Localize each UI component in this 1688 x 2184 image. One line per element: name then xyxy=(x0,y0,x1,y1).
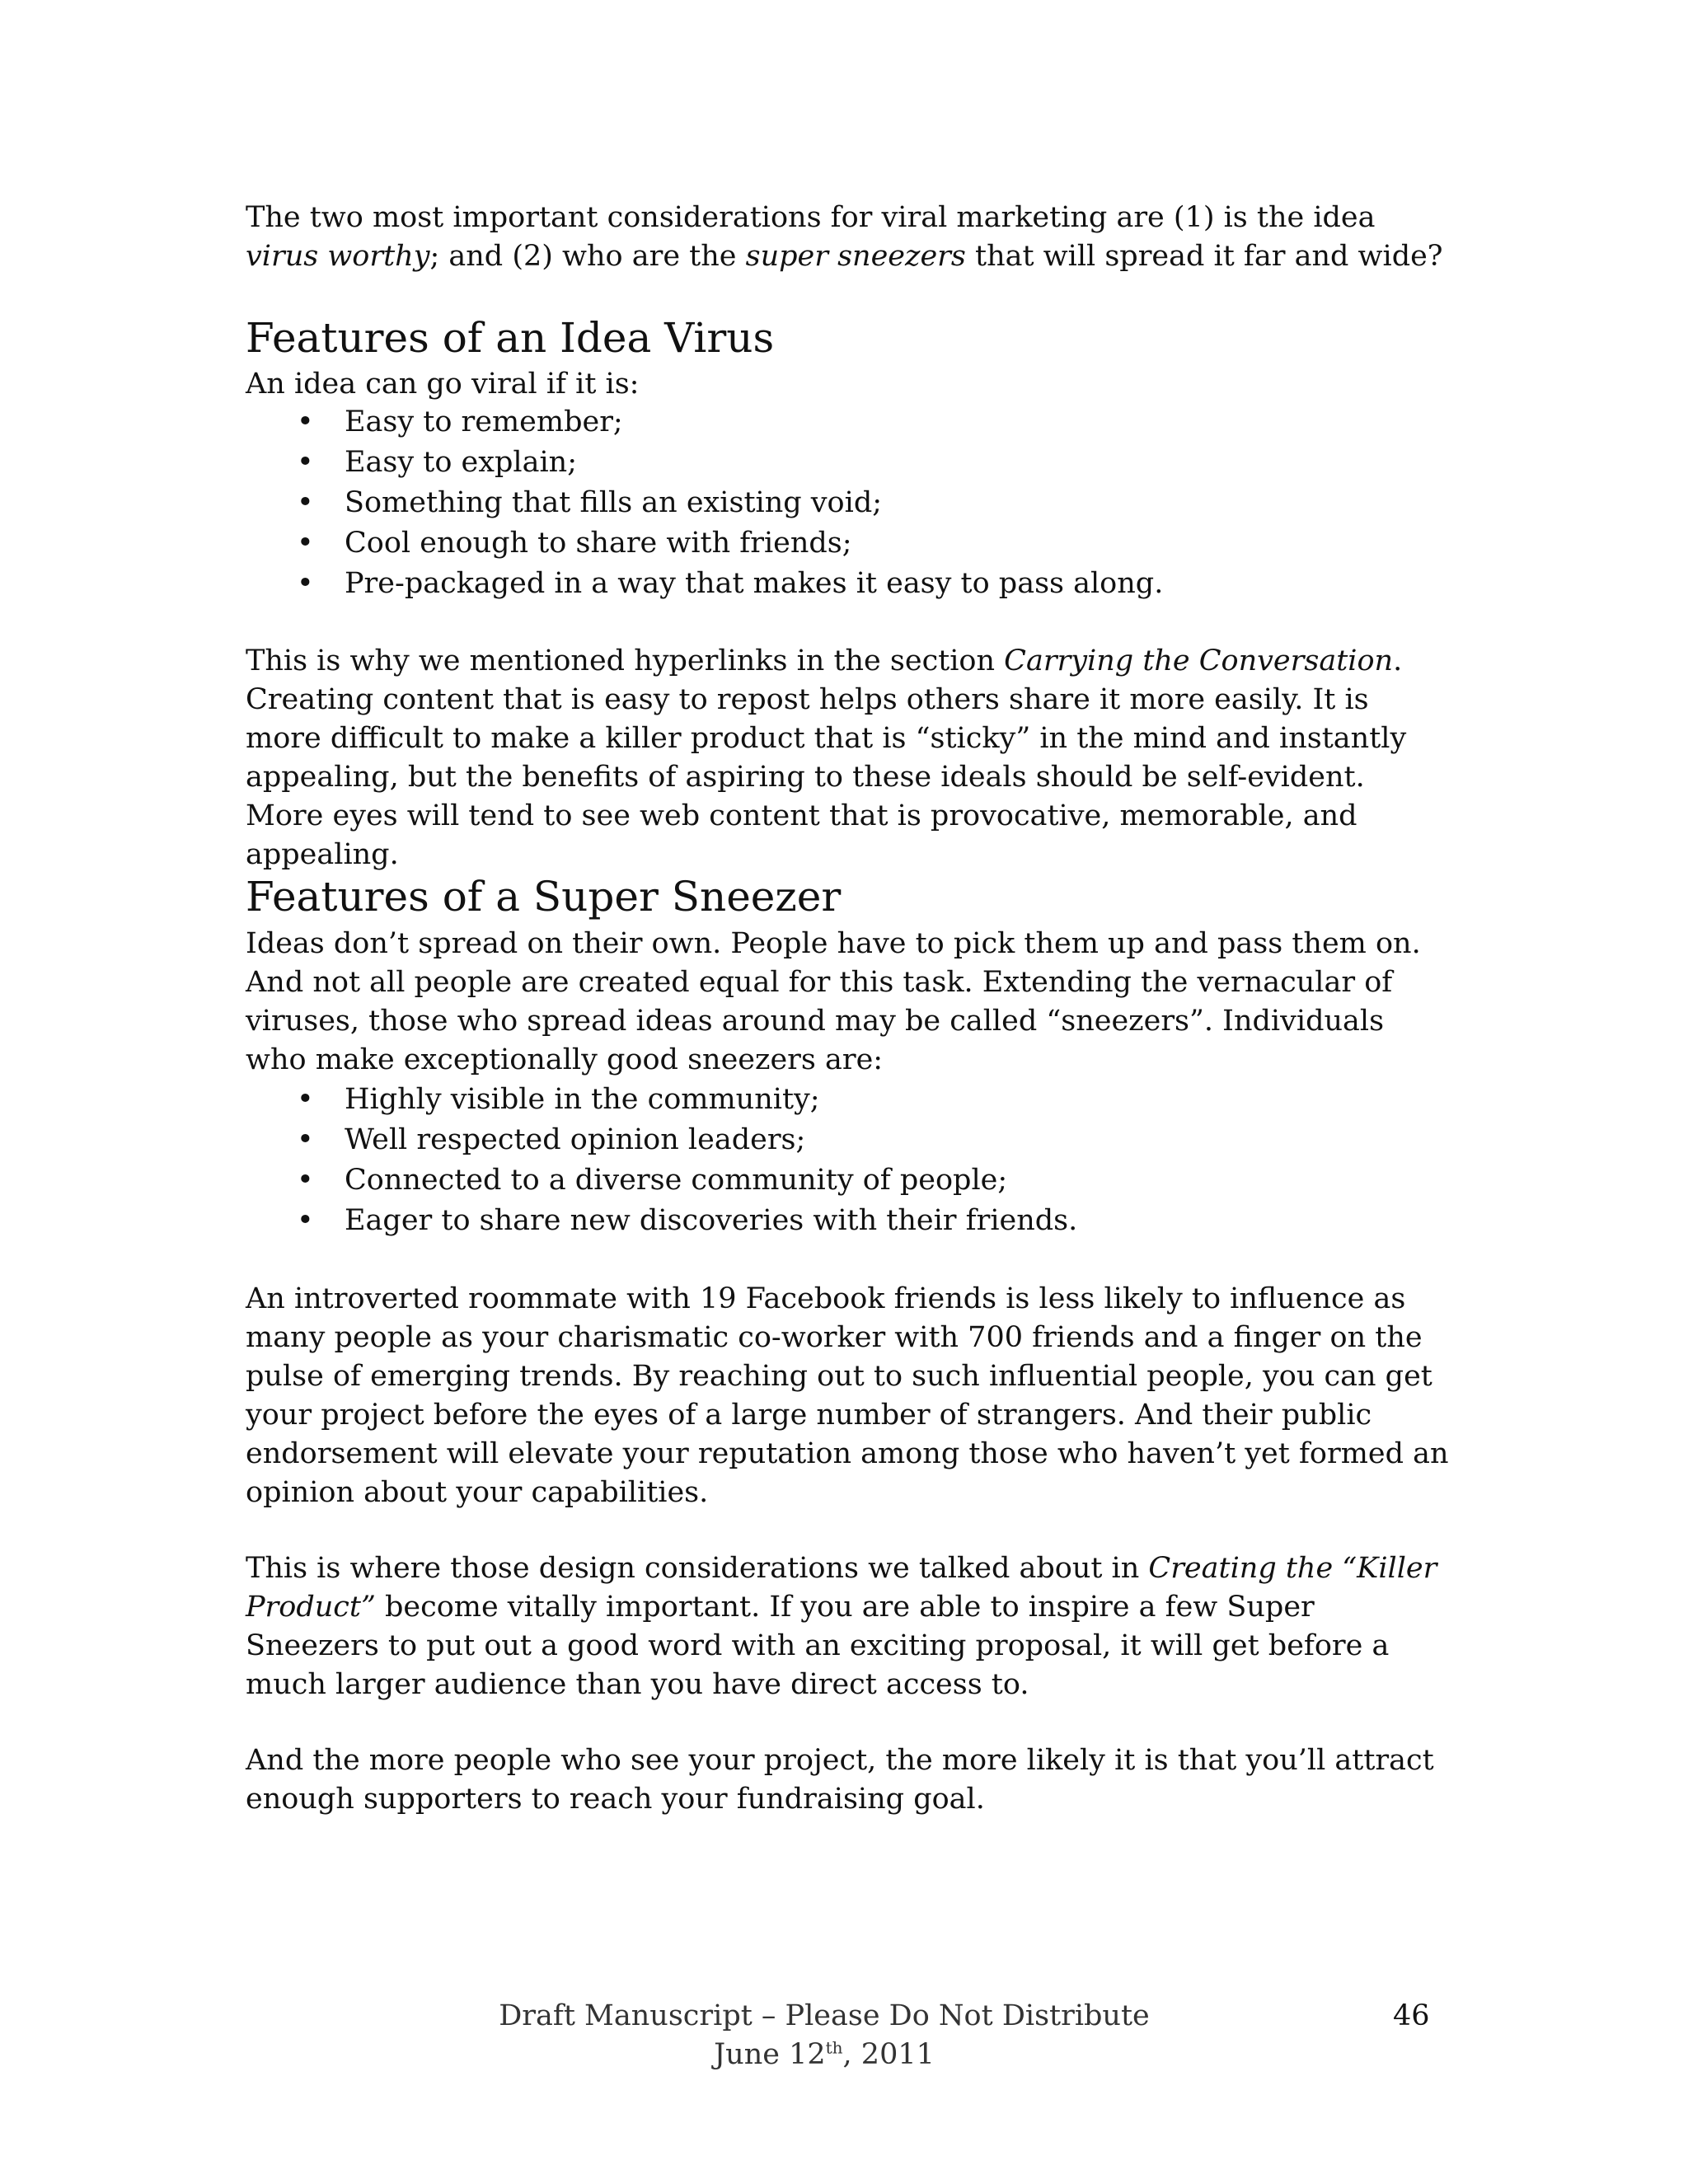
list-item-text: Pre-packaged in a way that makes it easy to pass along. xyxy=(345,567,1164,600)
intro-text-c: that will spread it far and wide? xyxy=(965,240,1443,273)
list-item-text: Something that fills an existing void; xyxy=(345,486,883,519)
intro-text-b: ; and (2) who are the xyxy=(429,240,746,273)
list-item xyxy=(246,402,1449,443)
list-item-text: Eager to share new discoveries with their friends. xyxy=(345,1204,1078,1237)
section1-text-b: . Creating content that is easy to repost helps others share it more easily. It is more difficult to make a killer product that is “sticky” in the mind and instantly appealing, but the benefits of aspiring to these ideals should be self-evident. More eyes will tend to see web content that is provocative, memorable, and appealing. xyxy=(246,644,1407,871)
bullet-icon: • xyxy=(297,1083,314,1116)
section2-paragraph-3: And the more people who see your project, the more likely it is that you’ll attract enough supporters to reach your fundraising goal. xyxy=(246,1744,1434,1816)
section2-p2-text-a: This is where those design considerations we talked about in xyxy=(246,1552,1149,1585)
footer-date-superscript: th xyxy=(825,2037,843,2058)
bullet-icon: • xyxy=(297,1164,314,1197)
idea-virus-bullet-list xyxy=(246,402,1449,604)
bullet-icon: • xyxy=(297,446,314,479)
section1-paragraph xyxy=(246,642,1449,874)
footer-date-suffix: , 2011 xyxy=(842,2038,935,2071)
section1-emphasis-carrying-conversation: Carrying the Conversation xyxy=(1004,644,1394,677)
list-item-text: Easy to remember; xyxy=(345,405,623,438)
list-item-text: Highly visible in the community; xyxy=(345,1083,820,1116)
intro-emphasis-super-sneezers: super sneezers xyxy=(745,240,966,273)
list-item-text: Connected to a diverse community of people; xyxy=(345,1164,1008,1197)
section2-emphasis-killer-product: Creating the “Killer Product” xyxy=(246,1552,1437,1624)
list-item xyxy=(246,523,1449,564)
list-item xyxy=(246,1080,1449,1120)
list-item xyxy=(246,1120,1449,1160)
footer-draft-notice: Draft Manuscript – Please Do Not Distribute xyxy=(499,1999,1150,2032)
list-item-text: Well respected opinion leaders; xyxy=(345,1123,806,1156)
footer-date-prefix: June 12 xyxy=(714,2038,826,2071)
intro-paragraph xyxy=(246,199,1449,276)
list-item xyxy=(246,1201,1449,1241)
bullet-icon: • xyxy=(297,1204,314,1237)
bullet-icon: • xyxy=(297,486,314,519)
list-item xyxy=(246,443,1449,483)
section-heading-idea-virus: Features of an Idea Virus xyxy=(246,314,775,362)
super-sneezer-bullet-list xyxy=(246,1080,1449,1241)
list-item xyxy=(246,483,1449,523)
bullet-icon: • xyxy=(297,567,314,600)
intro-text-a: The two most important considerations for viral marketing are (1) is the idea xyxy=(246,201,1376,234)
list-item-text: Easy to explain; xyxy=(345,446,577,479)
bullet-icon: • xyxy=(297,527,314,560)
footer-date xyxy=(412,2036,1236,2074)
page-number: 46 xyxy=(1393,1999,1430,2032)
bullet-icon: • xyxy=(297,405,314,438)
section2-lead: Ideas don’t spread on their own. People have to pick them up and pass them on. And not all people are created equal for this task. Extending the vernacular of viruses, those who spread ideas around may be called “sneezers”. Individuals who make exceptionally good sneezers are: xyxy=(246,927,1421,1076)
section2-paragraph-2 xyxy=(246,1549,1449,1704)
section1-text-a: This is why we mentioned hyperlinks in the section xyxy=(246,644,1005,677)
section1-lead: An idea can go viral if it is: xyxy=(246,368,640,401)
list-item-text: Cool enough to share with friends; xyxy=(345,527,852,560)
intro-emphasis-virus-worthy: virus worthy xyxy=(246,240,430,273)
bullet-icon: • xyxy=(297,1123,314,1156)
section2-p2-text-b: become vitally important. If you are able to inspire a few Super Sneezers to put out a good word with an exciting proposal, it will get before a much larger audience than you have direct access to. xyxy=(246,1591,1390,1701)
section-heading-super-sneezer: Features of a Super Sneezer xyxy=(246,873,842,921)
list-item xyxy=(246,564,1449,604)
section2-paragraph-1: An introverted roommate with 19 Facebook friends is less likely to influence as many people as your charismatic co-worker with 700 friends and a finger on the pulse of emerging trends. By reaching out to such influential people, you can get your project before the eyes of a large number of strangers. And their public endorsement will elevate your reputation among those who haven’t yet formed an opinion about your capabilities. xyxy=(246,1282,1449,1509)
list-item xyxy=(246,1160,1449,1201)
